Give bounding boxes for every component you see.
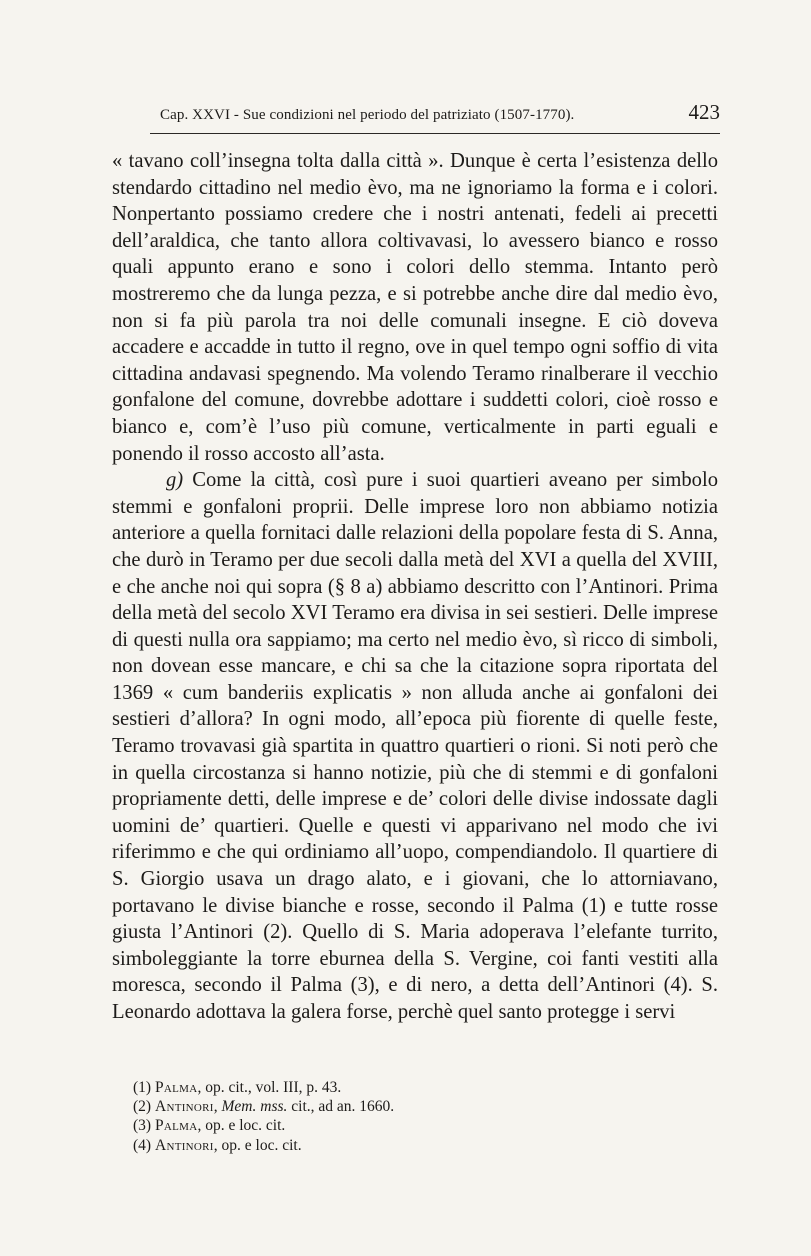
footnote-separator: , [213,1098,222,1116]
body-text [112,148,718,1026]
footnote [133,1078,693,1097]
footnote [133,1097,693,1116]
footnote-text: , op. cit., vol. III, p. 43. [197,1079,342,1096]
footnote-author: Palma [154,1117,198,1135]
paragraph-marker: g) [166,469,184,492]
running-head: Cap. XXVI - Sue condizioni nel periodo del patriziato (1507-1770). [160,107,575,123]
footnote-author: Antinori [154,1098,214,1116]
footnote-author: Antinori [154,1136,214,1154]
page-header [160,100,720,125]
paragraph [112,467,718,1025]
page-number: 423 [688,100,720,124]
footnote-work: Mem. mss. [221,1098,288,1116]
header-rule [150,133,720,134]
footnote-author: Palma [154,1079,198,1096]
footnote-number: (3) [133,1117,152,1135]
footnote-text: cit., ad an. 1660. [287,1098,395,1116]
footnote-text: , op. e loc. cit. [197,1117,286,1135]
paragraph-text: Come la città, così pure i suoi quartieri aveano per simbolo stemmi e gonfaloni proprii. Delle imprese loro non abbiamo notizia anteriore a quella fornitaci dalle relazioni della popolare festa di S. Anna, che durò in Teramo per due secoli dalla metà del XVI a quella del XVIII, e che anche noi qui sopra (§ 8 a) abbiamo descritto con l’Antinori. Prima della metà del secolo XVI Teramo era divisa in sei sestieri. Delle imprese di questi nulla ora sappiamo; ma certo nel medio èvo, sì ricco di simboli, non dovean esse mancare, e chi sa che la citazione sopra riportata del 1369 « cum banderiis explicatis » non alluda anche ai gonfaloni dei sestieri d’allora? In ogni modo, all’epoca più fiorente di quelle feste, Teramo trovavasi già spartita in quattro quartieri o rioni. Si noti però che in quella circostanza si hanno notizie, più che di stemmi e di gonfaloni propriamente detti, delle imprese e de’ colori delle divise indossate dagli uomini de’ quartieri. Quelle e questi vi apparivano nel modo che ivi riferimmo e che qui ordiniamo all’uopo, compendiandolo. Il quartiere di S. Giorgio usava un drago alato, e i giovani, che lo attorniavano, portavano le divise bianche e rosse, secondo il Palma (1) e tutte rosse giusta l’Antinori (2). Quello di S. Maria adoperava l’elefante turrito, simboleggiante la torre eburnea della S. Vergine, coi fanti vestiti alla moresca, secondo il Palma (3), e di nero, a detta dell’Antinori (4). S. Leonardo adottava la galera forse, perchè quel santo protegge i servi [112,469,718,1023]
footnotes [133,1078,693,1155]
footnote-number: (2) [133,1098,152,1116]
footnote [133,1116,693,1135]
footnote-number: (1) [133,1079,152,1096]
footnote [133,1136,693,1155]
paragraph: « tavano coll’insegna tolta dalla città ». Dunque è certa l’esistenza dello stendardo cittadino nel medio èvo, ma ne ignoriamo la forma e i colori. Nonpertanto possiamo credere che i nostri antenati, fedeli ai precetti dell’araldica, che tanto allora coltivavasi, lo avessero bianco e rosso quali appunto erano e sono i colori dello stemma. Intanto però mostreremo che da lunga pezza, e si potrebbe anche dire dal medio èvo, non si fa più parola tra noi delle comunali insegne. E ciò doveva accadere e accadde in tutto il regno, ove in quel tempo ogni soffio di vita cittadina andavasi spegnendo. Ma volendo Teramo rinalberare il vecchio gonfalone del comune, dovrebbe adottare i suddetti colori, cioè rosso e bianco e, com’è l’uso più comune, verticalmente in parti eguali e ponendo il rosso accosto all’asta. [112,150,718,465]
footnote-text: , op. e loc. cit. [213,1136,302,1154]
footnote-number: (4) [133,1136,152,1154]
